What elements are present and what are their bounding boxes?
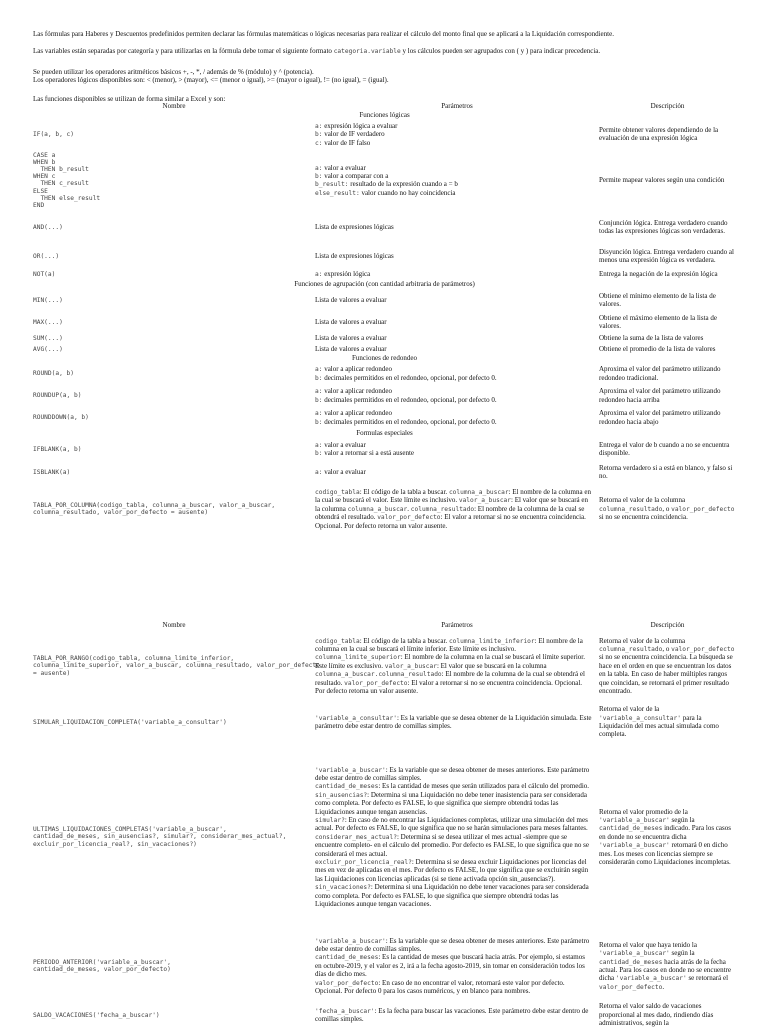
section-special: Formulas especiales: [356, 428, 413, 437]
section-row: [33, 429, 736, 437]
table-header: [33, 621, 736, 630]
function-name: ROUNDDOWN(a, b): [33, 414, 89, 422]
function-desc: Obtiene la suma de la lista de valores: [599, 333, 704, 342]
function-params: 'variable_a_buscar': Es la variable que se desea obtener de meses anteriores. Este parámetro debe estar dentro de comillas simples. cantidad_de_meses: Es la cantidad de meses que buscará hacia atrás. Por ejemplo, si estamos en octubre-2019, y el valor es 2, irá a la fecha agosto-2019, sin tomar en consideración todos los días de dicho mes. valor_por_defecto: En caso de no encontrar el valor, retornará este valor por defecto. Opcional. Por defecto 0 para los casos numéricos, y en blanco para nombres.: [315, 936, 590, 996]
section-round: Funciones de redondeo: [352, 354, 417, 363]
function-desc: Disyunción lógica. Entrega verdadero cuando al menos una expresión lógica es verdadera.: [599, 248, 734, 265]
table-row: [33, 312, 736, 332]
function-desc: Obtiene el máximo elemento de la lista de valores.: [599, 313, 717, 331]
variable-format-code: categoria.variable: [333, 48, 401, 55]
section-row: [33, 280, 736, 288]
logical-operators-text: Los operadores lógicos disponibles son: < (menor), > (mayor), <= (menor o igual), >= (mayor o igual), != (no igual), = (igual).: [33, 76, 389, 85]
function-params: codigo_tabla: El código de la tabla a buscar. columna_a_buscar: El nombre de la columna en la cual se buscará el valor. Este límite es inclusivo. valor_a_buscar: El valor que se buscará en la columna columna_a_buscar. columna_resultado: El nombre de la columna de la cual se obtendrá el resultado. valor_por_defecto: El valor a retornar si no se encuentra coincidencia. Opcional. Por defecto retorna un valor ausente.: [315, 487, 591, 530]
function-desc: Aproxima el valor del parámetro utilizando redondeo hacia arriba: [599, 387, 721, 404]
function-name: MAX(...): [33, 319, 63, 326]
header-desc: Descripción: [650, 102, 685, 111]
function-params: a: valor a evaluar b: valor a retornar si a está ausente: [315, 440, 414, 457]
table-row: [33, 363, 736, 385]
function-name: TABLA_POR_RANGO(codigo_tabla, columna_limite_inferior, columna_limite_superior, valor_a_buscar, columna_resultado, valor_por_defecto = ausente): [33, 655, 320, 677]
function-name: AVG(...): [33, 345, 63, 353]
table-row: [33, 407, 736, 429]
table-row: [33, 332, 736, 343]
header-desc: Descripción: [650, 621, 685, 630]
function-params: 'variable_a_consultar': Es la variable que se desea obtener de la Liquidación simulada. Este parámetro debe estar dentro de comillas simples.: [315, 713, 592, 731]
table-row: [33, 119, 736, 149]
function-desc: Entrega el valor de b cuando a no se encuentra disponible.: [599, 440, 730, 457]
function-name: ROUND(a, b): [33, 370, 74, 378]
section-group: Funciones de agrupación (con cantidad arbitraria de parámetros): [294, 279, 475, 288]
table-row: [33, 932, 736, 1000]
function-params: Lista de valores a evaluar: [315, 333, 387, 342]
table-row: [33, 385, 736, 407]
function-params: a: valor a evaluar: [315, 467, 366, 476]
function-name: TABLA_POR_COLUMNA(codigo_tabla, columna_a_buscar, valor_a_buscar, columna_resultado, valor_por_defecto = ausente): [33, 501, 276, 516]
function-name: SUM(...): [33, 334, 63, 342]
function-params: Lista de valores a evaluar: [315, 296, 387, 305]
header-name: Nombre: [162, 621, 186, 630]
function-params: a: valor a aplicar redondeo b: decimales permitidos en el redondeo, opcional, por defecto 0.: [315, 387, 497, 404]
function-name: IF(a, b, c): [33, 131, 74, 139]
function-params: a: valor a aplicar redondeo b: decimales permitidos en el redondeo, opcional, por defecto 0.: [315, 409, 497, 426]
header-params: Parámetros: [441, 102, 473, 111]
function-name: AND(...): [33, 224, 63, 232]
table-row: [33, 243, 736, 269]
intro-paragraph-variables: Las variables están separadas por categoría y para utilizarlas en la fórmula debe tomar el siguiente formato categoria.variable y los cálculos pueden ser agrupados con ( y ) para indicar precedencia.: [33, 47, 601, 55]
table-row: [33, 630, 736, 702]
function-name: IFBLANK(a, b): [33, 445, 82, 453]
function-desc: Retorna verdadero si a está en blanco, y falso si no.: [599, 463, 733, 480]
function-name: OR(...): [33, 253, 60, 261]
table-header: [33, 102, 736, 111]
table-row: [33, 269, 736, 279]
function-params: Lista de expresiones lógicas: [315, 252, 394, 261]
table-row: [33, 483, 736, 535]
function-desc: Conjunción lógica. Entrega verdadero cuando todas las expresiones lógicas son verdaderas.: [599, 219, 728, 236]
function-name: ISBLANK(a): [33, 468, 71, 476]
header-name: Nombre: [162, 102, 186, 111]
function-desc: Entrega la negación de la expresión lógica: [599, 270, 718, 279]
table-row: [33, 288, 736, 312]
function-desc: Aproxima el valor del parámetro utilizando redondeo hacia abajo: [599, 409, 721, 426]
function-params: a: valor a evaluar b: valor a comparar con a b_result: resultado de la expresión cuando a = b else_result: valor cuando no hay coincidencia: [315, 163, 458, 197]
table-row: [33, 702, 736, 742]
function-params: Lista de valores a evaluar: [315, 318, 387, 327]
arithmetic-operators-text: Se pueden utilizar los operadores aritméticos básicos +, -, *, / además de % (módulo) y ^ (potencia).: [33, 68, 314, 76]
function-name: ULTIMAS_LIQUIDACIONES_COMPLETAS('variable_a_buscar', cantidad_de_meses, sin_ausencias?, simular?, considerar_mes_actual?, excluir_por_licencia_real?, sin_vacaciones?): [33, 826, 287, 848]
function-params: a: expresión lógica: [315, 270, 371, 279]
functions-table-1: [33, 102, 736, 535]
function-desc: Retorna el valor de la 'variable_a_consultar' para la Liquidación del mes actual simulada como completa.: [599, 705, 719, 739]
function-desc: Retorna el valor de la columna columna_resultado, o valor_por_defecto si no se encuentra coincidencia.: [599, 496, 735, 522]
table-row: [33, 1000, 736, 1030]
function-desc: Retorna el valor de la columna columna_resultado, o valor_por_defecto si no se encuentra coincidencia. La búsqueda se hace en el orden en que se encuentran los datos en la tabla. En caso de haber múltiples rangos que coincidan, se retornará el primer resultado encontrado.: [599, 636, 735, 695]
function-name: NOT(a): [33, 271, 56, 279]
table-row: [33, 437, 736, 461]
function-params: 'fecha_a_buscar': Es la fecha para buscar las vacaciones. Este parámetro debe estar dentro de comillas simples.: [315, 1006, 589, 1024]
function-name: MIN(...): [33, 297, 63, 304]
function-desc: Retorna el valor saldo de vacaciones proporcional al mes dado, rindiendo días administrativos, según la: [599, 1002, 714, 1028]
function-desc: Obtiene el promedio de la lista de valores: [599, 344, 716, 353]
section-row: [33, 111, 736, 119]
function-name: CASE a WHEN b THEN b_result WHEN c THEN c_result ELSE THEN else_result END: [33, 151, 101, 209]
function-params: Lista de expresiones lógicas: [315, 223, 394, 232]
function-desc: Obtiene el mínimo elemento de la lista de valores.: [599, 291, 716, 309]
function-params: a: expresión lógica a evaluar b: valor de IF verdadero c: valor de IF falso: [315, 121, 398, 147]
function-params: 'variable_a_buscar': Es la variable que se desea obtener de meses anteriores. Este parámetro debe estar dentro de comillas simples. cantidad_de_meses: Es la cantidad de meses que serán utilizados para el cálculo del promedio. sin_ausencias?: Determina si una Liquidación no debe tener inasistencia para ser considerada como completa. Por defecto es FALSE, lo que significa que siempre obtendrá todas las Liquidaciones aunque tengan ausencias. simular?: En caso de no encontrar las Liquidaciones completas, utilizar una simulación del mes actual. Por defecto es FALSE, lo que significa que no se harán simulaciones para meses faltantes. considerar_mes_actual?: Determina si se desea utilizar el mes actual -siempre que se encuentre completo- en el cálculo del promedio. Por defecto es FALSE, lo que significa que no se considerará el mes actual. excluir_por_licencia_real?: Determina si se desea excluir Liquidaciones por licencias del mes en vez de aplicadas en el mes. Por defecto es FALSE, lo que significa que se excluirán según las Liquidaciones con licencias aplicadas (si se tiene activada opción sin_ausencias?). sin_vacaciones?: Determina si una Liquidación no debe tener vacaciones para ser considerada como completa. Por defecto es FALSE, lo que significa que siempre obtendrá todas las Liquidaciones aunque tengan vacaciones.: [315, 765, 590, 909]
function-name: SIMULAR_LIQUIDACION_COMPLETA('variable_a_consultar'): [33, 718, 227, 726]
function-params: a: valor a aplicar redondeo b: decimales permitidos en el redondeo, opcional, por defecto 0.: [315, 365, 497, 382]
function-desc: Retorna el valor que haya tenido la 'variable_a_buscar' según la cantidad_de_meses hacia atrás de la fecha actual. Para los casos en donde no se encuentre dicha 'variable_a_buscar' se retornará el valor_por_defecto.: [599, 940, 731, 991]
function-name: SALDO_VACACIONES('fecha_a_buscar'): [33, 1011, 160, 1019]
table-row: [33, 343, 736, 354]
function-params: Lista de valores a evaluar: [315, 344, 387, 353]
function-name: PERIODO_ANTERIOR('variable_a_buscar', cantidad_de_meses, valor_por_defecto): [33, 958, 171, 973]
function-name: ROUNDUP(a, b): [33, 392, 82, 400]
table-row: [33, 742, 736, 932]
table-row: [33, 211, 736, 243]
intro-paragraph-functions: Las funciones disponibles se utilizan de forma similar a Excel y son:: [33, 95, 226, 103]
function-params: codigo_tabla: El código de la tabla a buscar. columna_limite_inferior: El nombre de la columna en la cual se buscará el límite inferior. Este límite es inclusivo. columna_limite_superior: El nombre de la columna en la cual se buscará el límite superior. Este límite es exclusivo. valor_a_buscar: El valor que se buscará en la columna columna_a_buscar.columna_resultado: El nombre de la columna de la cual se obtendrá el resultado. valor_por_defecto: El valor a retornar si no se encuentra coincidencia. Opcional. Por defecto retorna un valor ausente.: [315, 636, 585, 696]
table-row: [33, 149, 736, 211]
header-params: Parámetros: [441, 621, 473, 630]
functions-table-2: [33, 621, 736, 1030]
intro-paragraph-formulas: Las fórmulas para Haberes y Descuentos predefinidos permiten declarar las fórmulas matemáticas o lógicas necesarias para realizar el cálculo del monto final que se aplicará a la Liquidación correspondiente.: [33, 30, 614, 38]
intro-paragraph-operators: [33, 68, 743, 85]
section-row: [33, 354, 736, 362]
function-desc: Retorna el valor promedio de la 'variable_a_buscar' según la cantidad_de_meses indicado. Para los casos en donde no se encuentra dicha 'variable_a_buscar' retornará 0 en dicho mes. Los meses con licencias siempre se considerarán como Liquidaciones incompletas.: [599, 807, 731, 867]
section-logic: Funciones lógicas: [359, 111, 410, 119]
function-desc: Aproxima el valor del parámetro utilizando redondeo tradicional.: [599, 365, 721, 382]
table-row: [33, 461, 736, 483]
function-desc: Permite mapear valores según una condición: [599, 176, 725, 185]
function-desc: Permite obtener valores dependiendo de la evaluación de una expresión lógica: [599, 126, 719, 143]
